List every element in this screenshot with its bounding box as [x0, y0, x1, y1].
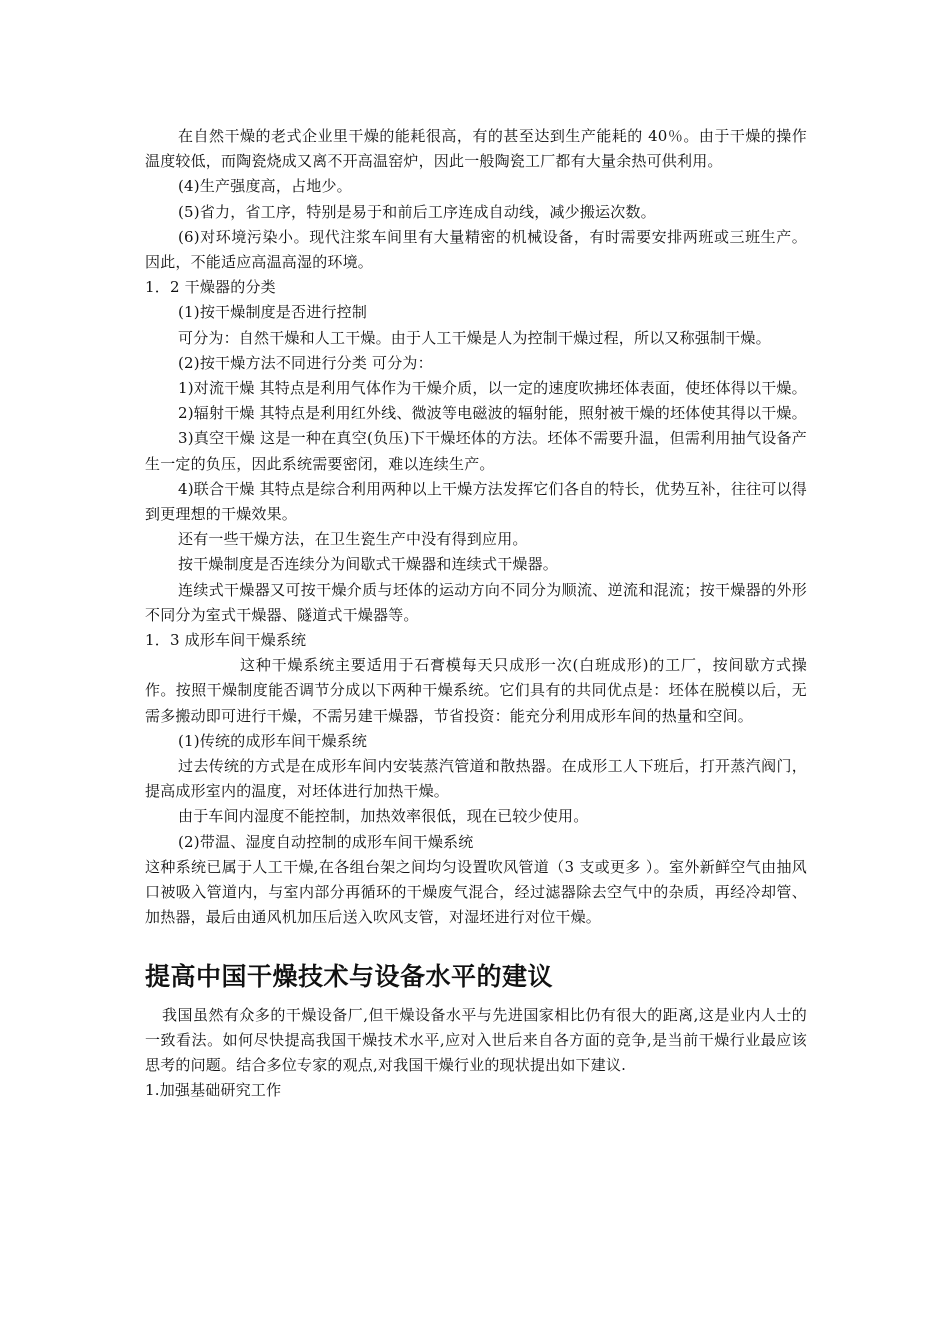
paragraph-traditional: 过去传统的方式是在成形车间内安装蒸汽管道和散热器。在成形工人下班后，打开蒸汽阀门，提高成形室内的温度，对坯体进行加热干燥。 [145, 757, 807, 801]
paragraph-combined: 4)联合干燥 其特点是综合利用两种以上干燥方法发挥它们各自的特长，优势互补，往往可以得到更理想的干燥效果。 [145, 479, 807, 524]
paragraph-auto-control: 这种系统已属于人工干燥,在各组台架之间均匀设置吹风管道（3 支或更多 ）。室外新鲜空气由抽风口被吸入管道内，与室内部分再循环的干燥废气混合，经过滤器除去空气中的杂质，再经冷却管、加热器，最后由通风机加压后送入吹风支管，对湿坯进行对位干燥。 [145, 857, 807, 927]
paragraph-natural-artificial: 可分为：自然干燥和人工干燥。由于人工干燥是人为控制干燥过程，所以又称强制干燥。 [178, 328, 771, 347]
section-heading-1-2: 1．2 干燥器的分类 [145, 278, 276, 297]
section-heading-1-3: 1．3 成形车间干燥系统 [145, 631, 307, 650]
paragraph-radiation: 2)辐射干燥 其特点是利用红外线、微波等电磁波的辐射能，照射被干燥的坯体使其得以干燥。 [178, 404, 807, 423]
document-body [145, 124, 807, 1103]
subheading-traditional: (1)传统的成形车间干燥系统 [178, 731, 368, 750]
paragraph-other-methods: 还有一些干燥方法，在卫生瓷生产中没有得到应用。 [178, 530, 528, 549]
paragraph-recommendations-intro: 我国虽然有众多的干燥设备厂,但干燥设备水平与先进国家相比仍有很大的距离,这是业内人士的一致看法。如何尽快提高我国干燥技术水平,应对入世后来自各方面的竞争,是当前干燥行业最应该思考的问题。结合多位专家的观点,对我国干燥行业的现状提出如下建议. [145, 1005, 807, 1074]
list-item-4: (4)生产强度高，占地少。 [178, 177, 352, 196]
page-title: 提高中国干燥技术与设备水平的建议 [145, 961, 554, 991]
paragraph-humidity: 由于车间内湿度不能控制，加热效率很低，现在已较少使用。 [178, 807, 589, 826]
subheading-basic-research: 1.加强基础研究工作 [145, 1081, 282, 1100]
subheading-method: (2)按干燥方法不同进行分类 可分为： [178, 353, 433, 372]
paragraph-continuity: 按干燥制度是否连续分为间歇式干燥器和连续式干燥器。 [178, 555, 559, 574]
subheading-control: (1)按干燥制度是否进行控制 [178, 303, 368, 322]
paragraph-vacuum: 3)真空干燥 这是一种在真空(负压)下干燥坯体的方法。坯体不需要升温，但需利用抽气设备产生一定的负压，因此系统需要密闭，难以连续生产。 [145, 429, 807, 473]
paragraph-continuous-types: 连续式干燥器又可按干燥介质与坯体的运动方向不同分为顺流、逆流和混流；按干燥器的外形不同分为室式干燥器、隧道式干燥器等。 [145, 580, 807, 624]
list-item-5: (5)省力，省工序，特别是易于和前后工序连成自动线，减少搬运次数。 [178, 202, 656, 221]
paragraph-convection: 1)对流干燥 其特点是利用气体作为干燥介质，以一定的速度吹拂坯体表面，使坯体得以干燥。 [178, 379, 807, 398]
list-item-6: (6)对环境污染小。现代注浆车间里有大量精密的机械设备，有时需要安排两班或三班生产。因此，不能适应高温高湿的环境。 [145, 227, 807, 272]
paragraph-energy-consumption: 在自然干燥的老式企业里干燥的能耗很高，有的甚至达到生产能耗的 40％。由于干燥的操作温度较低，而陶瓷烧成又离不开高温窑炉，因此一般陶瓷工厂都有大量余热可供利用。 [145, 127, 807, 171]
paragraph-workshop-system: 这种干燥系统主要适用于石膏模每天只成形一次(白班成形)的工厂，按间歇方式操作。按照干燥制度能否调节分成以下两种干燥系统。它们具有的共同优点是：坯体在脱模以后，无需多搬动即可进行干燥，不需另建干燥器，节省投资：能充分利用成形车间的热量和空间。 [145, 656, 807, 725]
subheading-auto-control: (2)带温、湿度自动控制的成形车间干燥系统 [178, 832, 474, 851]
